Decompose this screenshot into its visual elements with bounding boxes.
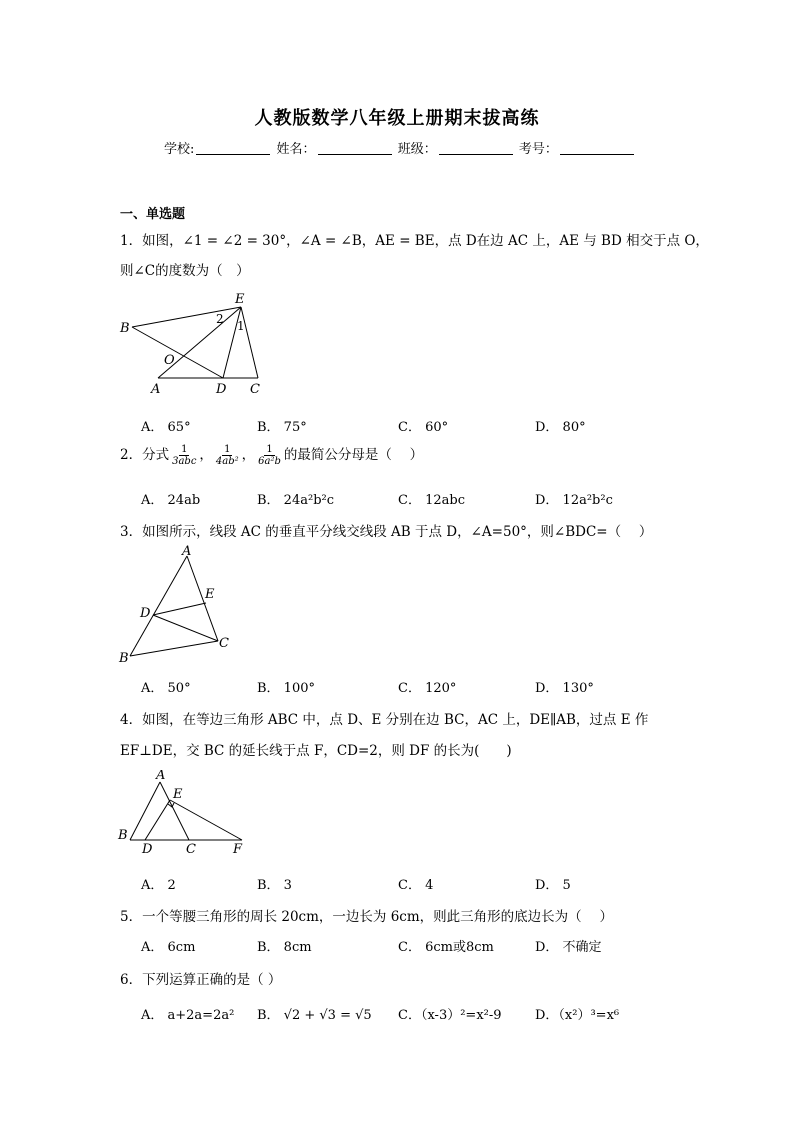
q4-label-B: B xyxy=(118,828,128,843)
q2-fraction-1: $\frac{1}{\text{3abc}}$ xyxy=(172,443,197,467)
q4-label-F: F xyxy=(233,842,243,856)
q2-option-d[interactable]: D． 12a²b²c xyxy=(535,493,613,508)
q1-label-O: O xyxy=(164,353,175,368)
q1-label-2: 2 xyxy=(216,312,224,326)
school-blank xyxy=(196,142,270,155)
q4-text-line1: 4．如图，在等边三角形 ABC 中，点 D、E 分别在边 BC，AC 上，DE∥AB，过点 E 作 xyxy=(120,712,649,728)
q5-option-d[interactable]: D． 不确定 xyxy=(535,940,602,955)
q1-text-line2: 则∠C的度数为（ ） xyxy=(120,263,250,279)
q4-option-a[interactable]: A． 2 xyxy=(141,878,176,893)
q1-option-c[interactable]: C． 60° xyxy=(398,420,449,435)
q3-option-c[interactable]: C． 120° xyxy=(398,681,457,696)
section-heading: 一、单选题 xyxy=(120,207,186,222)
name-blank xyxy=(318,142,392,155)
q3-label-B: B xyxy=(119,651,129,666)
q4-label-C: C xyxy=(186,842,196,856)
q4-option-c[interactable]: C． 4 xyxy=(398,878,434,893)
exam-no-blank xyxy=(560,142,634,155)
q2-option-c[interactable]: C． 12abc xyxy=(398,493,465,508)
q4-label-D: D xyxy=(142,842,153,856)
q3-text-line1: 3．如图所示，线段 AC 的垂直平分线交线段 AB 于点 D，∠A=50°，则∠BDC=（ ） xyxy=(120,524,653,540)
q1-label-1: 1 xyxy=(237,319,245,333)
q1-label-B: B xyxy=(120,321,130,336)
q3-label-E: E xyxy=(205,587,215,602)
q1-label-D: D xyxy=(216,382,227,397)
q6-option-d[interactable]: D．（x²）³=x⁶ xyxy=(535,1008,620,1023)
q4-option-d[interactable]: D． 5 xyxy=(535,878,571,893)
name-label: 姓名： xyxy=(276,142,316,157)
q6-text-line1: 6．下列运算正确的是（ ） xyxy=(120,972,282,988)
q6-option-c[interactable]: C．（x-3）²=x²-9 xyxy=(398,1008,502,1023)
page-title: 人教版数学八年级上册期末拔高练 xyxy=(254,108,540,129)
q5-text-line1: 5．一个等腰三角形的周长 20cm，一边长为 6cm，则此三角形的底边长为（ ） xyxy=(120,909,613,925)
q4-label-E: E xyxy=(173,787,183,802)
q1-label-E: E xyxy=(235,292,245,307)
q3-label-D: D xyxy=(140,606,151,621)
q2-fraction-2: $\frac{1}{\text{4ab²}}$ xyxy=(215,443,239,467)
school-label: 学校: xyxy=(164,142,195,157)
q5-option-b[interactable]: B． 8cm xyxy=(257,940,312,955)
q1-option-a[interactable]: A． 65° xyxy=(141,420,191,435)
q5-option-c[interactable]: C． 6cm或8cm xyxy=(398,940,494,955)
q2-fraction-3: $\frac{1}{\text{6a²b}}$ xyxy=(258,443,281,467)
q1-label-A: A xyxy=(151,382,161,397)
q4-text-line2: EF⊥DE，交 BC 的延长线于点 F，CD=2，则 DF 的长为( ) xyxy=(120,743,512,759)
q6-option-b[interactable]: B． √2 + √3 = √5 xyxy=(257,1008,372,1023)
class-label: 班级： xyxy=(397,142,437,157)
q3-label-A: A xyxy=(182,544,192,559)
q3-option-a[interactable]: A． 50° xyxy=(141,681,191,696)
q1-label-C: C xyxy=(250,382,260,397)
q4-option-b[interactable]: B． 3 xyxy=(257,878,292,893)
q2-text: 2．分式 $\frac{1}{\text{3abc}}$ ， $\frac{1}{\text{4ab²}}$ ， $\frac{1}{\text{6a²b}}$ 的最简公分母是（ ） xyxy=(120,443,424,467)
class-blank xyxy=(439,142,513,155)
q3-figure xyxy=(115,543,240,667)
q1-figure xyxy=(115,290,275,400)
q1-option-b[interactable]: B． 75° xyxy=(257,420,307,435)
q2-suffix: 的最简公分母是（ ） xyxy=(283,447,424,463)
student-info-line xyxy=(164,138,636,157)
q5-option-a[interactable]: A． 6cm xyxy=(141,940,196,955)
q1-text-line1: 1．如图，∠1 = ∠2 = 30°，∠A = ∠B，AE = BE，点 D在边 AC 上，AE 与 BD 相交于点 O， xyxy=(120,233,709,249)
q2-prefix: 2．分式 xyxy=(120,447,170,463)
q1-option-d[interactable]: D． 80° xyxy=(535,420,586,435)
q2-option-a[interactable]: A． 24ab xyxy=(141,493,201,508)
q4-figure xyxy=(115,770,250,856)
q2-option-b[interactable]: B． 24a²b²c xyxy=(257,493,335,508)
q3-option-b[interactable]: B． 100° xyxy=(257,681,315,696)
q3-label-C: C xyxy=(219,636,229,651)
q3-option-d[interactable]: D． 130° xyxy=(535,681,594,696)
q6-option-a[interactable]: A． a+2a=2a² xyxy=(141,1008,235,1023)
q4-label-A: A xyxy=(156,770,166,783)
exam-no-label: 考号： xyxy=(518,142,558,157)
